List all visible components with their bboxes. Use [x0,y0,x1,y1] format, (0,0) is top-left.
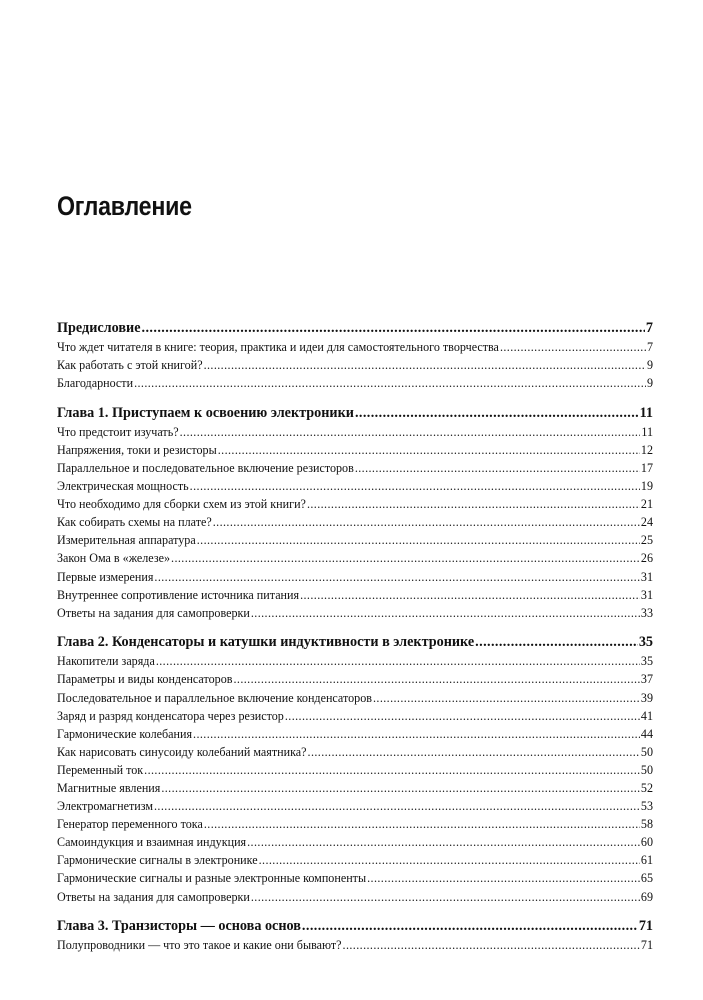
toc-page-number: 35 [638,634,653,651]
toc-page-number: 17 [640,460,653,475]
dot-leader [307,495,640,513]
toc-entry-label: Электрическая мощность [57,479,189,494]
toc-entry-label: Гармонические колебания [57,726,193,741]
toc-section-entry [57,441,653,459]
toc-page-number: 19 [640,479,653,494]
toc-page-number: 50 [640,744,653,759]
dot-leader [500,338,646,356]
toc-section-entry [57,423,653,441]
toc-page-number: 52 [640,780,653,795]
toc-page-number: 53 [640,799,653,814]
dot-leader [193,725,640,743]
dot-leader [373,689,640,707]
dot-leader [154,797,640,815]
toc-section-entry [57,652,653,670]
toc-entry-label: Внутреннее сопротивление источника питания [57,587,300,602]
toc-entry-label: Заряд и разряд конденсатора через резистор [57,708,284,723]
toc-section-entry [57,670,653,688]
toc-entry-label: Генератор переменного тока [57,817,203,832]
toc-entry-label: Закон Ома в «железе» [57,551,171,566]
toc-entry-label: Что предстоит изучать? [57,424,179,439]
toc-page-number: 7 [645,320,653,336]
toc-page-number: 61 [640,853,653,868]
dot-leader [171,549,640,567]
dot-leader [475,632,638,652]
dot-leader [251,604,640,622]
toc-section-entry [57,604,653,622]
toc-section-entry [57,869,653,887]
toc-section-entry [57,725,653,743]
toc-page-number: 7 [646,340,653,354]
toc-page-number: 12 [640,442,653,457]
toc-entry-label: Напряжения, токи и резисторы [57,442,217,457]
toc-section-entry [57,936,653,954]
toc-entry-label: Благодарности [57,376,134,391]
dot-leader [154,568,640,586]
toc-chapter-entry [57,632,653,652]
toc-section-entry [57,689,653,707]
toc-entry-label: Ответы на задания для самопроверки [57,605,250,620]
dot-leader [190,477,640,495]
dot-leader [251,888,640,906]
toc-section-entry [57,815,653,833]
toc-entry-label: Ответы на задания для самопроверки [57,889,250,904]
toc-entry-label: Как работать с этой книгой? [57,358,203,373]
dot-leader [134,374,646,392]
toc-chapter-entry [57,318,653,338]
toc-page-number: 39 [640,690,653,705]
toc-page-number: 11 [639,404,653,421]
toc-page-number: 9 [646,376,653,391]
toc-page-number: 71 [640,938,653,953]
toc-entry-label: Измерительная аппаратура [57,533,196,548]
dot-leader [308,743,640,761]
toc-entry-label: Гармонические сигналы и разные электронные компоненты [57,871,367,886]
toc-section-entry [57,531,653,549]
toc-entry-label: Гармонические сигналы в электронике [57,853,258,868]
toc-section-entry [57,513,653,531]
toc-entry-label: Накопители заряда [57,654,155,669]
dot-leader [197,531,640,549]
toc-chapter-entry [57,916,653,936]
dot-leader [233,670,639,688]
dot-leader [367,869,640,887]
page-title: Оглавление [57,191,192,221]
toc-page-number: 26 [640,551,653,566]
toc-entry-label: Предисловие [57,320,141,336]
toc-page-number: 11 [641,424,653,439]
toc-page-number: 44 [640,726,653,741]
toc-section-entry [57,743,653,761]
toc-entry-label: Параметры и виды конденсаторов [57,672,233,687]
toc-entry-label: Что ждет читателя в книге: теория, практика и идеи для самостоятельного творчества [57,340,499,354]
toc-page-number: 31 [640,569,653,584]
toc-section-entry [57,888,653,906]
toc-page-number: 60 [640,835,653,850]
toc-entry-label: Глава 1. Приступаем к освоению электроники [57,404,354,421]
toc-entry-label: Глава 2. Конденсаторы и катушки индуктивности в электронике [57,634,475,651]
toc-entry-label: Магнитные явления [57,780,161,795]
toc-section-entry [57,797,653,815]
toc-entry-label: Как собирать схемы на плате? [57,515,212,530]
toc-section-entry [57,356,653,374]
dot-leader [355,459,640,477]
dot-leader [204,356,646,374]
toc-entry-label: Глава 3. Транзисторы — основа основ [57,918,301,935]
toc-section-entry [57,477,653,495]
table-of-contents [57,318,653,954]
dot-leader [247,833,640,851]
toc-entry-label: Последовательное и параллельное включение конденсаторов [57,690,372,705]
toc-entry-label: Первые измерения [57,569,154,584]
toc-page-number: 31 [640,587,653,602]
toc-section-entry [57,586,653,604]
toc-page-number: 65 [640,871,653,886]
toc-entry-label: Переменный ток [57,762,144,777]
toc-section-entry [57,761,653,779]
toc-page-number: 21 [640,497,653,512]
dot-leader [142,318,645,338]
dot-leader [161,779,640,797]
toc-entry-label: Как нарисовать синусоиду колебаний маятника? [57,744,307,759]
dot-leader [355,403,639,423]
dot-leader [285,707,640,725]
toc-page-number: 24 [640,515,653,530]
toc-section-entry [57,338,653,356]
toc-page-number: 69 [640,889,653,904]
toc-section-entry [57,851,653,869]
dot-leader [302,916,638,936]
toc-page-number: 25 [640,533,653,548]
toc-chapter-entry [57,403,653,423]
dot-leader [218,441,640,459]
dot-leader [343,936,640,954]
toc-page-number: 33 [640,605,653,620]
toc-page-number: 41 [640,708,653,723]
toc-section-entry [57,707,653,725]
toc-section-entry [57,374,653,392]
dot-leader [213,513,640,531]
toc-page-number: 50 [640,762,653,777]
dot-leader [144,761,640,779]
toc-section-entry [57,568,653,586]
toc-entry-label: Электромагнетизм [57,799,153,814]
toc-entry-label: Полупроводники — что это такое и какие они бывают? [57,938,342,953]
toc-section-entry [57,495,653,513]
toc-section-entry [57,459,653,477]
toc-section-entry [57,833,653,851]
dot-leader [259,851,640,869]
toc-entry-label: Самоиндукция и взаимная индукция [57,835,247,850]
toc-entry-label: Параллельное и последовательное включение резисторов [57,460,354,475]
toc-section-entry [57,779,653,797]
toc-page-number: 58 [640,817,653,832]
toc-page-number: 37 [640,672,653,687]
toc-section-entry [57,549,653,567]
dot-leader [204,815,640,833]
toc-entry-label: Что необходимо для сборки схем из этой книги? [57,497,306,512]
toc-page-number: 35 [640,654,653,669]
dot-leader [180,423,641,441]
dot-leader [156,652,640,670]
toc-page-number: 9 [646,358,653,373]
toc-page-number: 71 [638,918,653,935]
dot-leader [300,586,640,604]
